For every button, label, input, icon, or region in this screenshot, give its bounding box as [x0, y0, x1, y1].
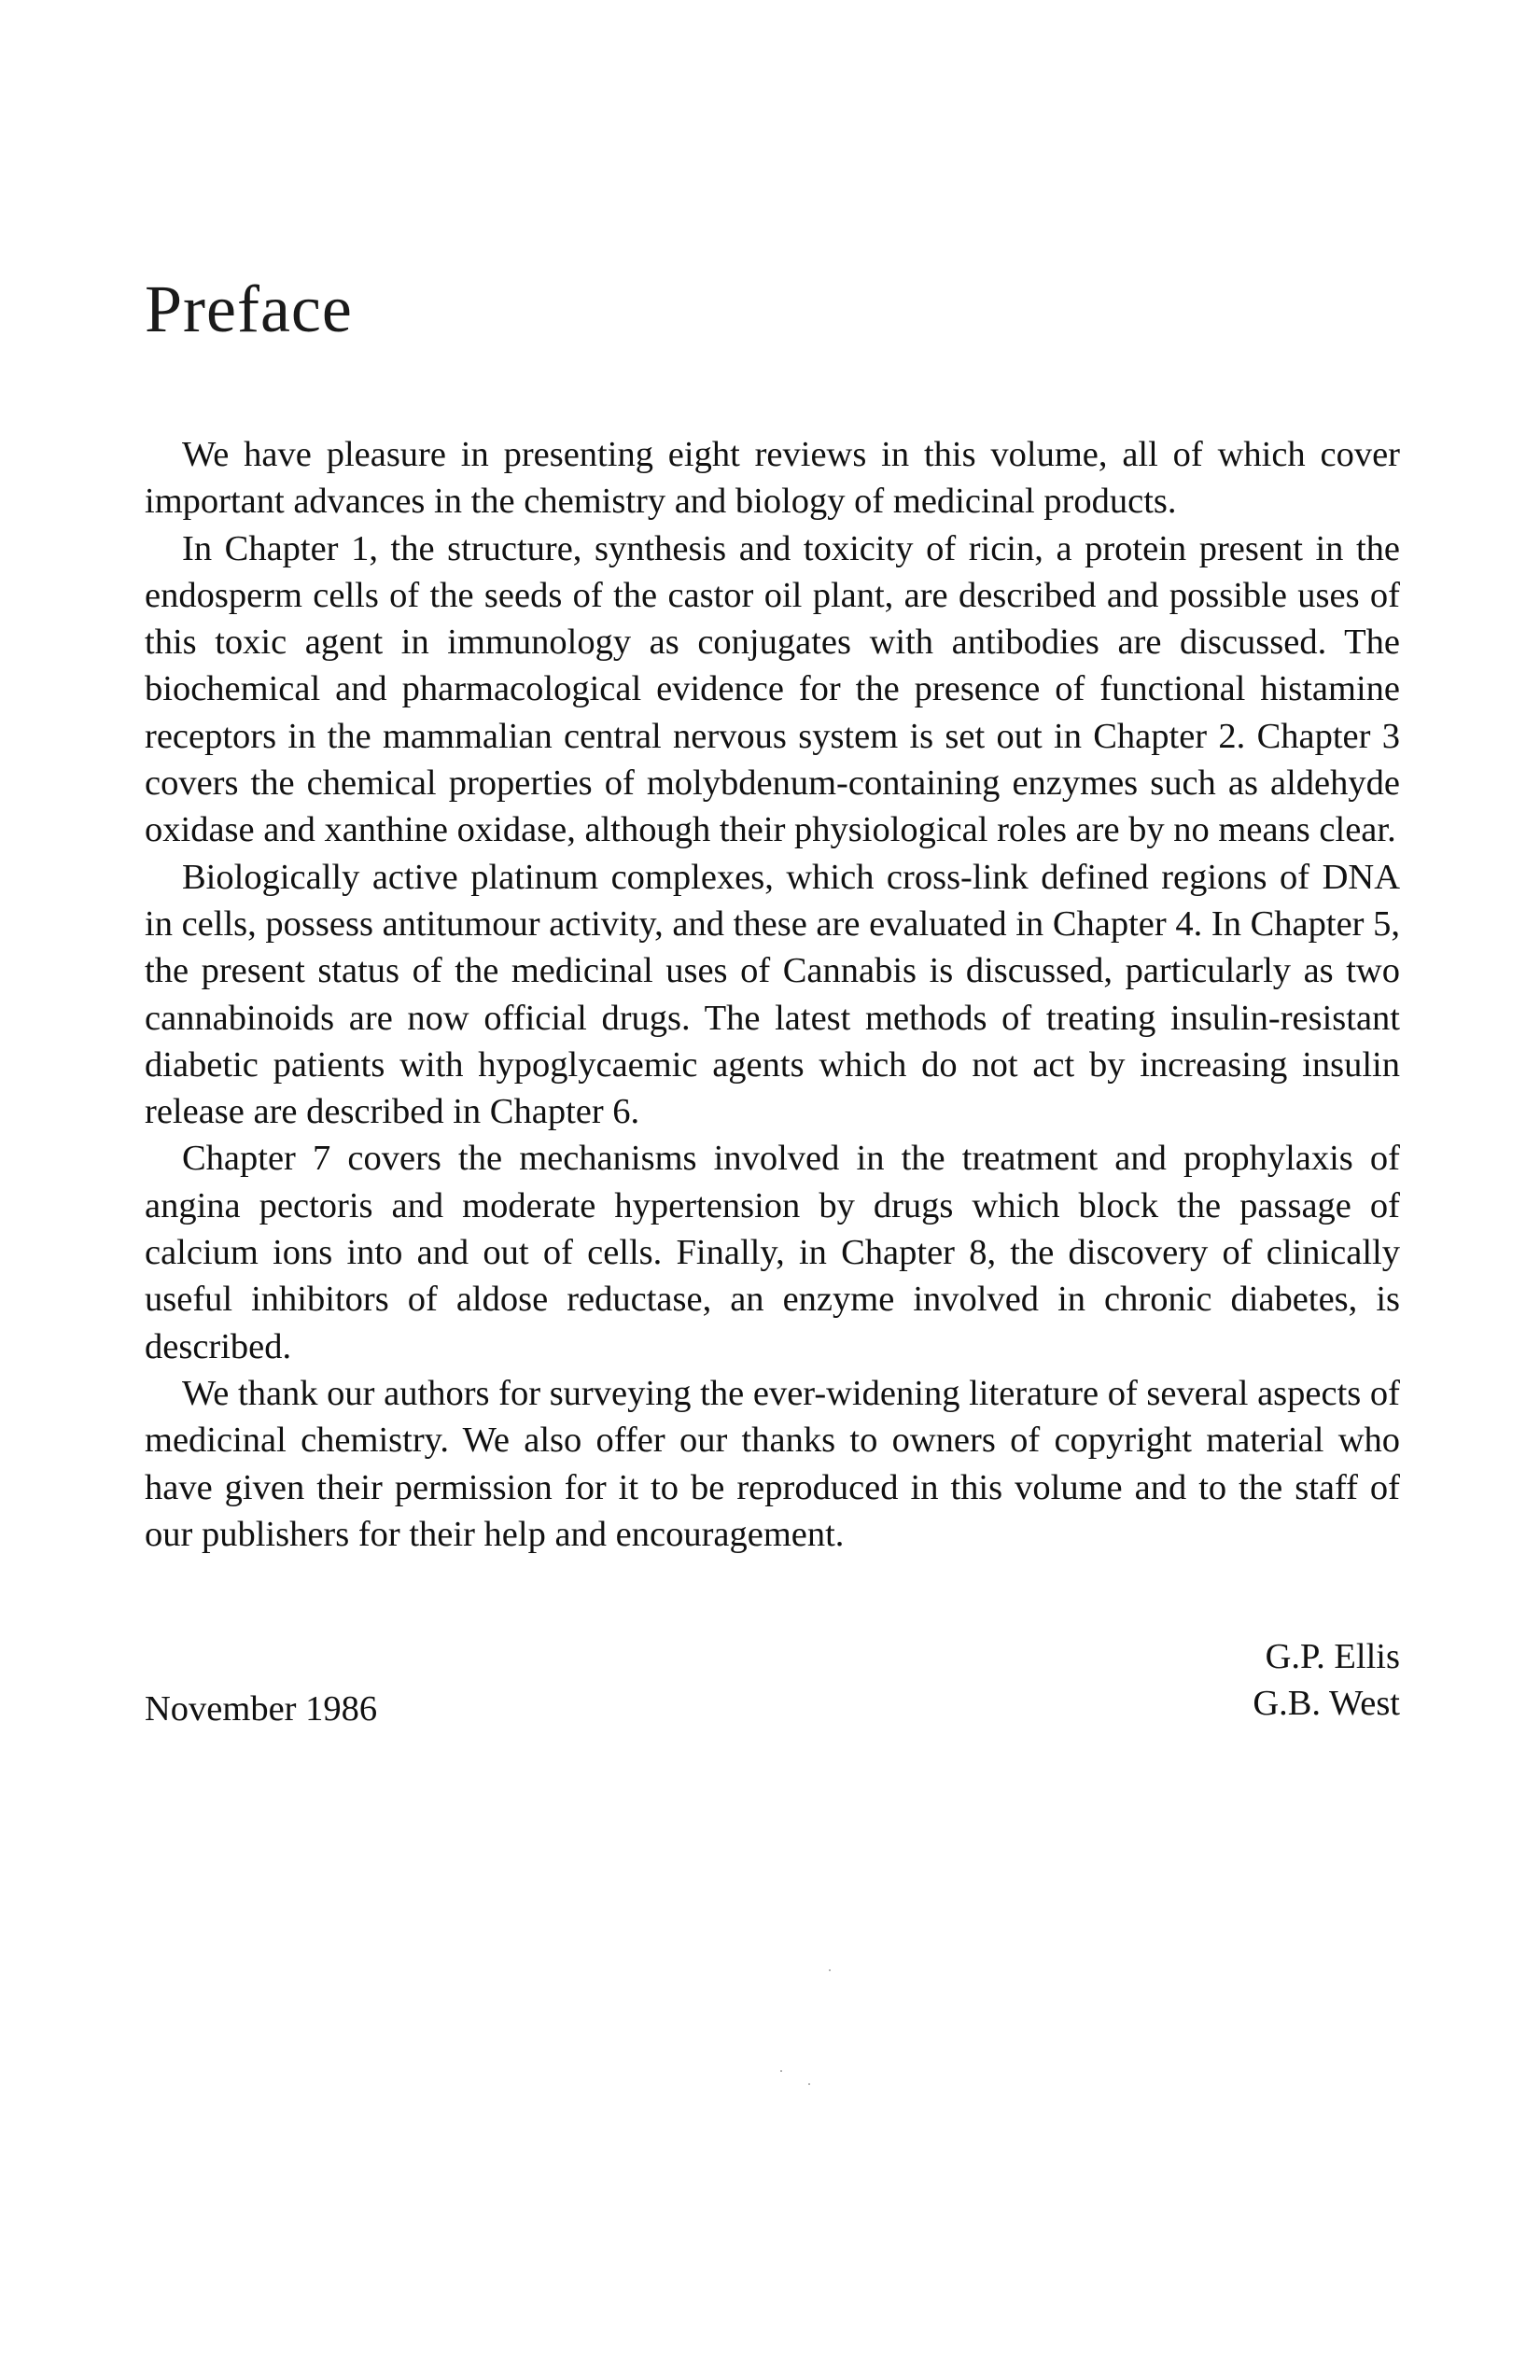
- scan-speck: [780, 2070, 782, 2072]
- paragraph-chapters-7-8: Chapter 7 covers the mechanisms involved in the treatment and prophylaxis of angina pectoris and moderate hypertension by drugs which block the passage of calcium ions into and out of cells. Finally, in Chapter 8, the discovery of clinically useful inhibitors of aldose reductase, an enzyme involved in chronic diabetes, is described.: [145, 1139, 1400, 1366]
- paragraph-acknowledgements: We thank our authors for surveying the ever-widening literature of several aspects of medicinal chemistry. We also offer our thanks to owners of copyright material who have given their permission for it to be reproduced in this volume and to the staff of our publishers for their help and encouragement.: [145, 1373, 1400, 1554]
- preface-date: November 1986: [145, 1689, 378, 1729]
- scan-speck: [829, 1969, 831, 1971]
- author-name: G.P. Ellis: [1265, 1637, 1400, 1676]
- preface-page: [145, 0, 1400, 2380]
- page-title: Preface: [145, 272, 353, 346]
- paragraph-chapters-1-3: In Chapter 1, the structure, synthesis and toxicity of ricin, a protein present in the endosperm cells of the seeds of the castor oil plant, are described and possible uses of this toxic agent in immunology as conjugates with antibodies are discussed. The biochemical and pharmacological evidence for the presence of functional histamine receptors in the mammalian central nervous system is set out in Chapter 2. Chapter 3 covers the chemical properties of molybdenum-containing enzymes such as aldehyde oxidase and xanthine oxidase, although their physiological roles are by no means clear.: [145, 528, 1400, 850]
- signature-block: [145, 1633, 1400, 1736]
- paragraph-intro: We have pleasure in presenting eight reviews in this volume, all of which cover important advances in the chemistry and biology of medicinal products.: [145, 435, 1400, 522]
- preface-body: [145, 431, 1400, 1558]
- author-list: [1253, 1633, 1400, 1727]
- scan-speck: [808, 2083, 810, 2085]
- paragraph-chapters-4-6: Biologically active platinum complexes, which cross-link defined regions of DNA in cells, possess antitumour activity, and these are evaluated in Chapter 4. In Chapter 5, the present status of the medicinal uses of Cannabis is discussed, particularly as two cannabinoids are now official drugs. The latest methods of treating insulin-resistant diabetic patients with hypoglycaemic agents which do not act by increasing insulin release are described in Chapter 6.: [145, 857, 1400, 1132]
- author-name: G.B. West: [1253, 1684, 1400, 1723]
